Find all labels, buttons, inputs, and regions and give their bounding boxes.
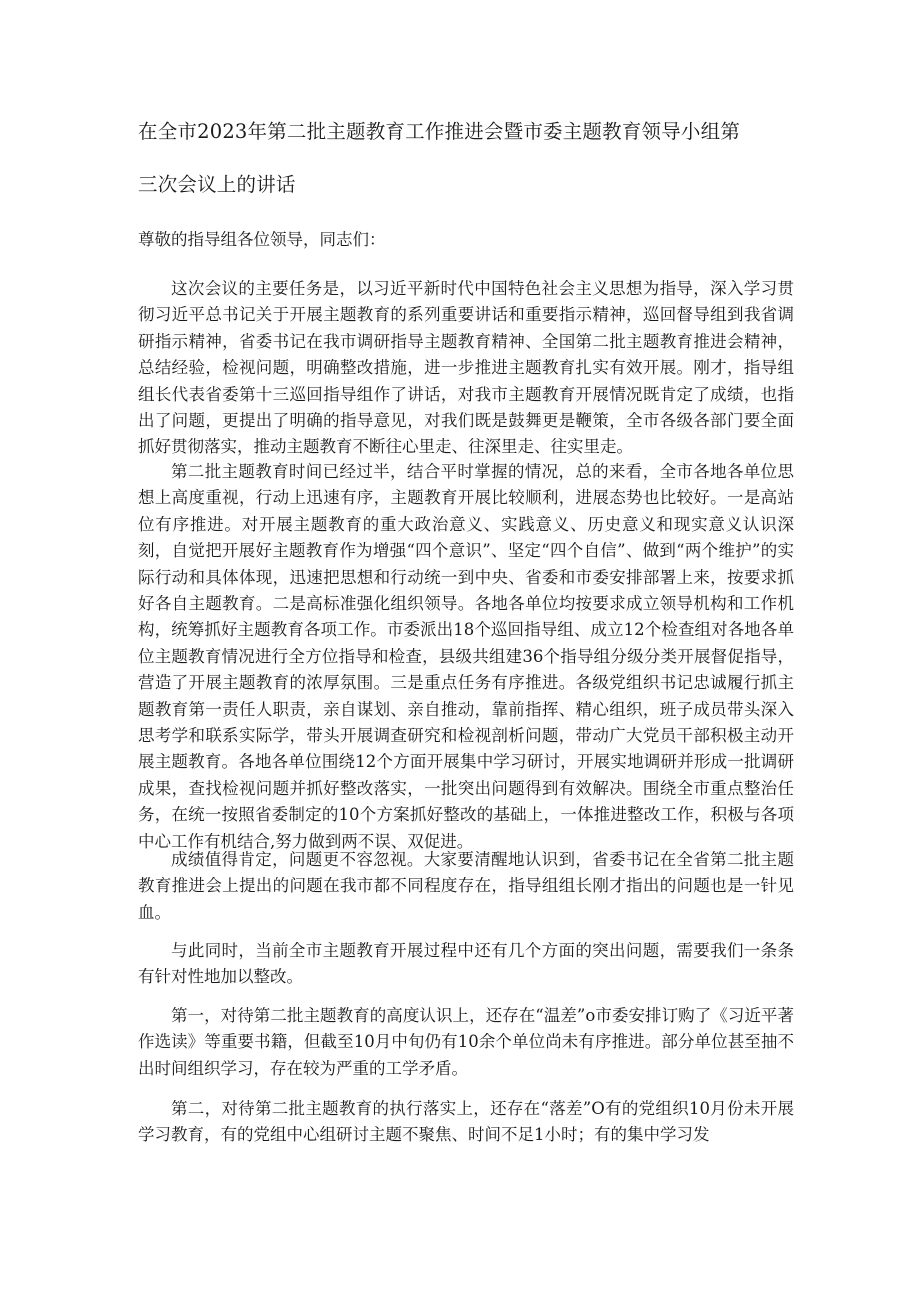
paragraph-2: 第二批主题教育时间已经过半，结合平时掌握的情况，总的来看，全市各地各单位思想上高度重视，行动上迅速有序，主题教育开展比较顺利，进展态势也比较好。一是高站位有序推进。对开展主题教育的重大政治意义、实践意义、历史意义和现实意义认识深刻，自觉把开展好主题教育作为增强“四个意识”、坚定“四个自信”、做到“两个维护”的实际行动和具体体现，迅速把思想和行动统一到中央、省委和市委安排部署上来，按要求抓好各自主题教育。二是高标准强化组织领导。各地各单位均按要求成立领导机构和工作机构，统筹抓好主题教育各项工作。市委派出18个巡回指导组、成立12个检查组对各地各单位主题教育情况进行全方位指导和检查，县级共组建36个指导组分级分类开展督促指导，营造了开展主题教育的浓厚氛围。三是重点任务有序推进。各级党组织书记忠诚履行抓主题教育第一责任人职责，亲自谋划、亲自推动，靠前指挥、精心组织，班子成员带头深入思考学和联系实际学，带头开展调查研究和检视剖析问题，带动广大党员干部积极主动开展主题教育。各地各单位围绕12个方面开展集中学习研讨，开展实地调研并形成一批调研成果，查找检视问题并抓好整改落实，一批突出问题得到有效解决。围绕全市重点整治任务，在统一按照省委制定的10个方案抓好整改的基础上，一体推进整改工作，积极与各项中心工作有机结合,努力做到两不误、双促进。 <box>138 462 794 851</box>
salutation: 尊敬的指导组各位领导，同志们： <box>138 230 386 249</box>
paragraph-3: 成绩值得肯定，问题更不容忽视。大家要清醒地认识到，省委书记在全省第二批主题教育推进会上提出的问题在我市都不同程度存在，指导组组长刚才指出的问题也是一针见血。 <box>138 850 794 922</box>
title-line-2: 三次会议上的讲话 <box>138 173 296 196</box>
title-line-1: 在全市2023年第二批主题教育工作推进会暨市委主题教育领导小组第 <box>138 120 741 143</box>
paragraph-1: 这次会议的主要任务是，以习近平新时代中国特色社会主义思想为指导，深入学习贯彻习近平总书记关于开展主题教育的系列重要讲话和重要指示精神，巡回督导组到我省调研指示精神，省委书记在我市调研指导主题教育精神、全国第二批主题教育推进会精神，总结经验，检视问题，明确整改措施，进一步推进主题教育扎实有效开展。刚才，指导组组长代表省委第十三巡回指导组作了讲话，对我市主题教育开展情况既肯定了成绩，也指出了问题，更提出了明确的指导意见，对我们既是鼓舞更是鞭策，全市各级各部门要全面抓好贯彻落实，推动主题教育不断往心里走、往深里走、往实里走。 <box>138 279 794 457</box>
paragraph-6: 第二，对待第二批主题教育的执行落实上，还存在“落差”O有的党组织10月份未开展学习教育，有的党组中心组研讨主题不聚焦、时间不足1小时；有的集中学习发 <box>138 1099 794 1145</box>
paragraph-4: 与此同时，当前全市主题教育开展过程中还有几个方面的突出问题，需要我们一条条有针对性地加以整改。 <box>138 941 794 987</box>
paragraph-5: 第一，对待第二批主题教育的高度认识上，还存在“温差”o市委安排订购了《习近平著作选读》等重要书籍，但截至10月中旬仍有10余个单位尚未有序推进。部分单位甚至抽不出时间组织学习，存在较为严重的工学矛盾。 <box>138 1006 794 1078</box>
